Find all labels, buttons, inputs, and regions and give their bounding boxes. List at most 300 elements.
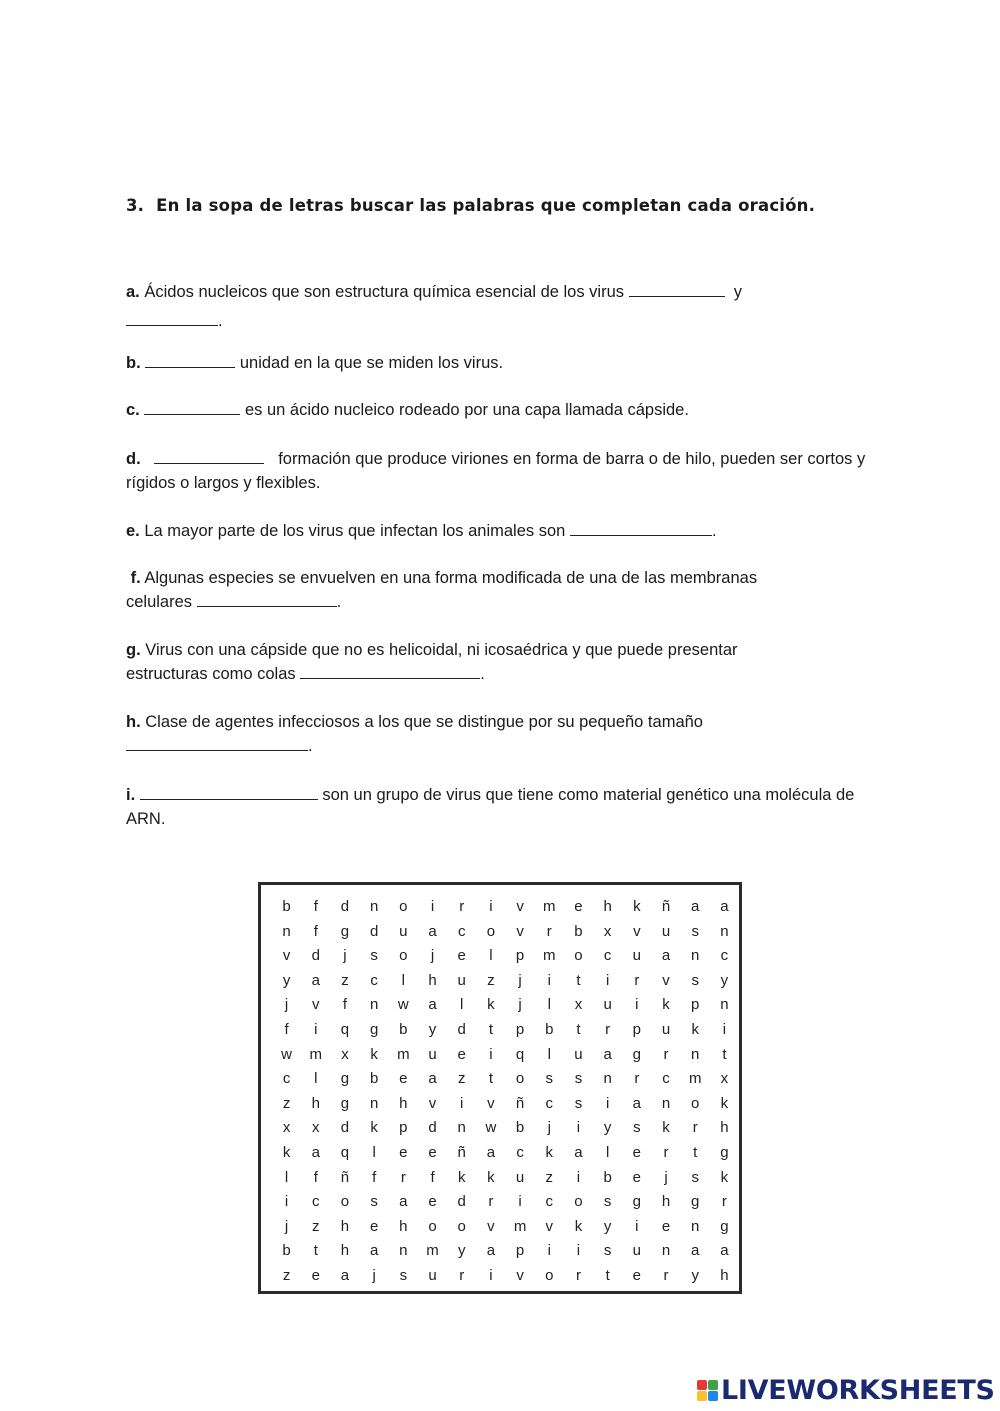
exercise-title [126, 196, 815, 215]
letter-cell[interactable]: s [691, 1168, 699, 1186]
letter-cell[interactable]: v [428, 1094, 437, 1112]
letter-cell[interactable]: i [430, 898, 435, 915]
letter-cell[interactable]: e [399, 1070, 408, 1088]
letter-cell[interactable]: z [282, 1094, 291, 1112]
letter-cell[interactable]: c [603, 947, 612, 965]
letter-cell[interactable]: r [400, 1168, 406, 1186]
answer-blank[interactable] [629, 281, 725, 297]
question-f [126, 566, 866, 614]
letter-cell[interactable]: r [663, 1266, 669, 1284]
letter-cell[interactable]: t [605, 1266, 610, 1284]
letter-cell[interactable]: i [460, 1094, 464, 1112]
letter-cell[interactable]: n [369, 898, 379, 915]
letter-cell[interactable]: i [576, 1168, 581, 1186]
letter-cell[interactable]: t [488, 1020, 493, 1038]
letter-cell[interactable]: n [457, 1119, 466, 1137]
letter-cell[interactable]: a [428, 1070, 437, 1088]
letter-cell[interactable]: g [340, 1094, 350, 1112]
letter-cell[interactable]: t [313, 1242, 318, 1260]
letter-cell[interactable]: a [486, 1143, 496, 1161]
letter-cell[interactable]: a [691, 898, 700, 915]
letter-cell[interactable]: a [574, 1143, 583, 1161]
brand-name: LIVEWORKSHEETS [721, 1375, 995, 1406]
letter-cell[interactable]: k [574, 1217, 583, 1235]
letter-cell[interactable]: w [397, 996, 409, 1014]
letter-cell[interactable]: a [428, 922, 437, 940]
liveworksheets-brand [697, 1375, 995, 1406]
letter-cell[interactable]: h [340, 1242, 350, 1260]
letter-cell[interactable]: r [459, 1266, 465, 1284]
letter-cell[interactable]: v [312, 996, 320, 1014]
letter-cell[interactable]: b [603, 1168, 612, 1186]
question-text: estructuras como colas [126, 665, 296, 683]
letter-cell[interactable]: a [369, 1242, 379, 1260]
letter-cell[interactable]: z [487, 971, 495, 989]
letter-cell[interactable]: b [574, 922, 583, 940]
letter-cell[interactable]: d [340, 1119, 350, 1137]
letter-cell[interactable]: u [661, 922, 671, 940]
letter-cell[interactable]: c [516, 1143, 524, 1161]
letter-cell[interactable]: h [399, 1217, 408, 1235]
answer-blank[interactable] [145, 352, 235, 368]
letter-cell[interactable]: i [547, 971, 551, 989]
letter-cell[interactable]: v [516, 898, 524, 915]
letter-cell[interactable]: u [399, 922, 408, 940]
letter-cell[interactable]: l [372, 1143, 376, 1161]
letter-cell[interactable]: d [428, 1119, 437, 1137]
letter-cell[interactable]: q [515, 1045, 525, 1063]
answer-blank[interactable] [300, 663, 480, 679]
letter-cell[interactable]: s [399, 1266, 408, 1284]
letter-cell[interactable]: v [545, 1217, 554, 1235]
letter-cell[interactable]: k [370, 1119, 378, 1137]
letter-cell[interactable]: c [282, 1070, 291, 1088]
letter-cell[interactable]: h [311, 1094, 320, 1112]
letter-cell[interactable]: r [459, 898, 465, 915]
letter-cell[interactable]: g [691, 1193, 700, 1211]
letter-cell[interactable]: n [399, 1242, 408, 1260]
letter-cell[interactable]: o [486, 922, 496, 940]
letter-cell[interactable]: i [722, 1020, 727, 1038]
liveworksheets-logo-icon [697, 1380, 718, 1401]
letter-cell[interactable]: u [515, 1168, 525, 1186]
letter-cell[interactable]: i [547, 1242, 551, 1260]
letter-cell[interactable]: e [632, 1143, 642, 1161]
letter-cell[interactable]: s [370, 1193, 378, 1211]
letter-cell[interactable]: u [428, 1045, 437, 1063]
letter-cell[interactable]: s [574, 1070, 583, 1088]
letter-cell[interactable]: u [428, 1266, 437, 1284]
letter-cell[interactable]: a [661, 947, 671, 965]
letter-cell[interactable]: j [430, 947, 435, 965]
letter-cell[interactable]: k [720, 1094, 729, 1112]
letter-cell[interactable]: i [284, 1193, 289, 1211]
letter-cell[interactable]: j [284, 996, 289, 1014]
letter-cell[interactable]: g [720, 1217, 729, 1235]
letter-cell[interactable]: n [691, 1217, 700, 1235]
letter-cell[interactable]: k [487, 996, 495, 1014]
answer-blank[interactable] [140, 784, 318, 800]
letter-cell[interactable]: u [603, 996, 612, 1014]
question-text: Ácidos nucleicos que son estructura química esencial de los virus [144, 283, 625, 301]
letter-cell[interactable]: i [518, 1193, 522, 1211]
letter-cell[interactable]: f [430, 1168, 435, 1186]
letter-cell[interactable]: u [661, 1020, 671, 1038]
letter-cell[interactable]: u [632, 947, 642, 965]
letter-cell[interactable]: h [399, 1094, 408, 1112]
letter-cell[interactable]: v [516, 1266, 524, 1284]
letter-cell[interactable]: o [340, 1193, 350, 1211]
letter-cell[interactable]: j [343, 947, 347, 965]
letter-cell[interactable]: m [513, 1217, 527, 1235]
letter-cell[interactable]: r [575, 1266, 581, 1284]
letter-cell[interactable]: v [487, 1094, 495, 1112]
answer-blank[interactable] [144, 399, 240, 415]
question-text: Clase de agentes infecciosos a los que se distingue por su pequeño tamaño [145, 713, 703, 731]
question-label: f. [130, 569, 141, 587]
letter-cell[interactable]: d [457, 1193, 466, 1211]
question-text: celulares [126, 593, 193, 611]
letter-cell[interactable]: n [661, 1094, 671, 1112]
letter-cell[interactable]: n [282, 922, 291, 940]
letter-cell[interactable]: c [720, 947, 729, 965]
letter-cell[interactable]: o [691, 1094, 700, 1112]
question-text: Algunas especies se envuelven en una forma modificada de una de las membranas [144, 569, 758, 587]
letter-cell[interactable]: u [574, 1045, 583, 1063]
letter-cell[interactable]: o [399, 898, 408, 915]
letter-cell[interactable]: i [605, 971, 610, 989]
letter-cell[interactable]: x [603, 922, 612, 940]
letter-cell[interactable]: h [720, 1119, 729, 1137]
letter-cell[interactable]: t [576, 1020, 581, 1038]
question-text: y [733, 283, 743, 301]
letter-cell[interactable]: p [515, 1242, 525, 1260]
letter-cell[interactable]: b [282, 898, 291, 915]
letter-cell[interactable]: k [282, 1143, 291, 1161]
letter-cell[interactable]: i [489, 898, 493, 915]
letter-cell[interactable]: k [545, 1143, 554, 1161]
letter-cell[interactable]: p [399, 1119, 408, 1137]
letter-cell[interactable]: e [457, 1045, 466, 1063]
question-i [126, 783, 866, 831]
letter-cell[interactable]: i [605, 1094, 610, 1112]
letter-cell[interactable]: p [632, 1020, 642, 1038]
logo-square [697, 1391, 707, 1401]
letter-cell[interactable]: d [457, 1020, 466, 1038]
letter-cell[interactable]: o [428, 1217, 437, 1235]
letter-cell[interactable]: l [547, 1045, 551, 1063]
letter-cell[interactable]: ñ [661, 898, 671, 915]
letter-cell[interactable]: r [634, 971, 640, 989]
answer-blank[interactable] [197, 591, 337, 607]
letter-cell[interactable]: b [515, 1119, 525, 1137]
letter-cell[interactable]: o [574, 1193, 583, 1211]
letter-cell[interactable]: q [340, 1143, 350, 1161]
letter-cell[interactable]: g [340, 1070, 350, 1088]
letter-cell[interactable]: o [574, 947, 583, 965]
logo-square [708, 1380, 718, 1390]
letter-cell[interactable]: a [311, 971, 320, 989]
letter-cell[interactable]: t [488, 1070, 493, 1088]
letter-cell[interactable]: s [545, 1070, 554, 1088]
letter-cell[interactable]: k [662, 996, 670, 1014]
letter-cell[interactable]: r [663, 1045, 669, 1063]
question-label: d. [126, 450, 141, 468]
letter-cell[interactable]: h [661, 1193, 671, 1211]
question-e [126, 519, 866, 543]
letter-cell[interactable]: g [632, 1045, 642, 1063]
question-text: es un ácido nucleico rodeado por una capa llamada cápside. [244, 401, 689, 419]
letter-cell[interactable]: j [518, 996, 522, 1014]
exercise-number: 3. [126, 196, 145, 215]
letter-cell[interactable]: u [457, 971, 466, 989]
letter-cell[interactable]: x [574, 996, 583, 1014]
letter-cell[interactable]: y [691, 1266, 699, 1284]
letter-cell[interactable]: o [457, 1217, 466, 1235]
letter-cell[interactable]: m [543, 898, 556, 915]
letter-cell[interactable]: f [313, 898, 318, 915]
letter-cell[interactable]: k [487, 1168, 495, 1186]
letter-cell[interactable]: ñ [340, 1168, 350, 1186]
answer-blank[interactable] [154, 448, 264, 464]
letter-cell[interactable]: t [722, 1045, 727, 1063]
letter-cell[interactable]: g [369, 1020, 379, 1038]
letter-cell[interactable]: v [633, 922, 641, 940]
answer-blank[interactable] [126, 310, 218, 326]
letter-cell[interactable]: f [372, 1168, 377, 1186]
letter-cell[interactable]: s [691, 971, 699, 989]
letter-cell[interactable]: i [489, 1266, 493, 1284]
letter-cell[interactable]: y [282, 971, 291, 989]
letter-cell[interactable]: x [282, 1119, 291, 1137]
letter-cell[interactable]: y [720, 971, 729, 989]
letter-cell[interactable]: o [399, 947, 408, 965]
letter-cell[interactable]: y [603, 1119, 612, 1137]
letter-cell[interactable]: b [545, 1020, 554, 1038]
letter-cell[interactable]: l [284, 1168, 289, 1186]
letter-cell[interactable]: g [720, 1143, 729, 1161]
letter-cell[interactable]: e [661, 1217, 671, 1235]
letter-cell[interactable]: e [428, 1193, 437, 1211]
letter-cell[interactable]: n [369, 996, 379, 1014]
letter-cell[interactable]: r [605, 1020, 611, 1038]
letter-cell[interactable]: z [312, 1217, 320, 1235]
letter-cell[interactable]: i [635, 1217, 639, 1235]
letter-cell[interactable]: m [688, 1070, 702, 1088]
letter-cell[interactable]: e [311, 1266, 320, 1284]
answer-blank[interactable] [126, 735, 308, 751]
letter-cell[interactable]: l [460, 996, 464, 1014]
question-end: . [480, 665, 485, 683]
letter-cell[interactable]: w [485, 1119, 497, 1137]
letter-cell[interactable]: n [691, 947, 700, 965]
letter-cell[interactable]: j [518, 971, 522, 989]
letter-cell[interactable]: k [720, 1168, 729, 1186]
letter-cell[interactable]: n [720, 996, 729, 1014]
letter-cell[interactable]: m [309, 1045, 323, 1063]
letter-cell[interactable]: l [605, 1143, 610, 1161]
letter-cell[interactable]: i [635, 996, 639, 1014]
letter-cell[interactable]: a [603, 1045, 612, 1063]
letter-cell[interactable]: l [489, 947, 493, 965]
letter-cell[interactable]: u [632, 1242, 642, 1260]
letter-cell[interactable]: x [312, 1119, 320, 1137]
letter-cell[interactable]: x [341, 1045, 349, 1063]
letter-cell[interactable]: d [340, 898, 350, 915]
letter-cell[interactable]: g [340, 922, 350, 940]
letter-cell[interactable]: k [457, 1168, 466, 1186]
letter-cell[interactable]: n [661, 1242, 671, 1260]
letter-cell[interactable]: a [340, 1266, 350, 1284]
letter-cell[interactable]: z [545, 1168, 554, 1186]
letter-cell[interactable]: m [543, 947, 556, 965]
letter-cell[interactable]: n [720, 922, 729, 940]
letter-cell[interactable]: v [516, 922, 524, 940]
letter-cell[interactable]: e [574, 898, 583, 915]
letter-cell[interactable]: r [488, 1193, 494, 1211]
letter-cell[interactable]: i [489, 1045, 493, 1063]
letter-cell[interactable]: d [311, 947, 320, 965]
letter-cell[interactable]: y [457, 1242, 466, 1260]
letter-cell[interactable]: n [369, 1094, 379, 1112]
letter-cell[interactable]: j [664, 1168, 668, 1186]
letter-cell[interactable]: r [721, 1193, 727, 1211]
letter-cell[interactable]: s [603, 1193, 612, 1211]
question-text: formación que produce viriones en forma de barra o de hilo, pueden ser cortos y rígidos o largos y flexibles. [126, 450, 866, 492]
letter-cell[interactable]: f [313, 922, 318, 940]
letter-cell[interactable]: n [603, 1070, 612, 1088]
letter-cell[interactable]: s [370, 947, 378, 965]
letter-cell[interactable]: c [545, 1193, 554, 1211]
letter-cell[interactable]: k [691, 1020, 699, 1038]
letter-cell[interactable]: c [457, 922, 466, 940]
letter-cell[interactable]: m [397, 1045, 410, 1063]
letter-cell[interactable]: a [428, 996, 437, 1014]
letter-cell[interactable]: h [720, 1266, 729, 1284]
question-text: La mayor parte de los virus que infectan los animales son [144, 522, 566, 540]
letter-cell[interactable]: a [311, 1143, 320, 1161]
letter-cell[interactable]: s [603, 1242, 612, 1260]
letter-cell[interactable]: i [576, 1242, 581, 1260]
letter-cell[interactable]: b [399, 1020, 408, 1038]
letter-cell[interactable]: e [428, 1143, 437, 1161]
letter-cell[interactable]: a [691, 1242, 700, 1260]
question-label: g. [126, 641, 141, 659]
letter-cell[interactable]: i [314, 1020, 318, 1038]
letter-cell[interactable]: ñ [515, 1094, 525, 1112]
letter-cell[interactable]: n [691, 1045, 700, 1063]
letter-cell[interactable]: p [515, 1020, 525, 1038]
letter-cell[interactable]: q [340, 1020, 350, 1038]
letter-cell[interactable]: h [428, 971, 437, 989]
letter-cell[interactable]: p [691, 996, 700, 1014]
letter-cell[interactable]: e [369, 1217, 379, 1235]
question-end: . [711, 522, 717, 540]
letter-cell[interactable]: z [282, 1266, 291, 1284]
letter-cell[interactable]: l [401, 971, 406, 989]
question-a [126, 280, 866, 333]
logo-square [708, 1391, 718, 1401]
letter-cell[interactable]: c [545, 1094, 554, 1112]
question-end: . [336, 593, 342, 611]
question-label: b. [126, 354, 141, 372]
letter-cell[interactable]: b [282, 1242, 291, 1260]
letter-cell[interactable]: j [284, 1217, 289, 1235]
letter-cell[interactable]: k [370, 1045, 378, 1063]
letter-cell[interactable]: t [576, 971, 581, 989]
letter-cell[interactable]: e [632, 1266, 642, 1284]
letter-cell[interactable]: g [632, 1193, 642, 1211]
letter-cell[interactable]: s [633, 1119, 641, 1137]
letter-cell[interactable]: h [340, 1217, 350, 1235]
question-h [126, 710, 866, 758]
letter-cell[interactable]: c [312, 1193, 320, 1211]
letter-cell[interactable]: v [662, 971, 670, 989]
question-text: son un grupo de virus que tiene como material genético una molécula de ARN. [126, 786, 855, 828]
letter-cell[interactable]: f [313, 1168, 318, 1186]
letter-cell[interactable]: k [662, 1119, 670, 1137]
letter-cell[interactable]: a [720, 1242, 729, 1260]
letter-cell[interactable]: y [603, 1217, 612, 1235]
letter-cell[interactable]: t [693, 1143, 698, 1161]
letter-cell[interactable]: s [574, 1094, 583, 1112]
letter-cell[interactable]: l [314, 1070, 318, 1088]
letter-cell[interactable]: w [281, 1045, 293, 1063]
letter-cell[interactable]: x [720, 1070, 729, 1088]
letter-cell[interactable]: v [487, 1217, 495, 1235]
letter-cell[interactable]: r [663, 1143, 669, 1161]
letter-cell[interactable]: f [284, 1020, 289, 1038]
letter-cell[interactable]: m [426, 1242, 439, 1260]
letter-cell[interactable]: c [662, 1070, 670, 1088]
letter-cell[interactable]: e [632, 1168, 642, 1186]
letter-cell[interactable]: y [428, 1020, 437, 1038]
question-end: . [308, 737, 313, 755]
letter-cell[interactable]: i [576, 1119, 581, 1137]
question-label: h. [126, 713, 141, 731]
letter-cell[interactable]: ñ [457, 1143, 466, 1161]
letter-cell[interactable]: r [546, 922, 552, 940]
letter-cell[interactable]: p [515, 947, 525, 965]
question-b [126, 351, 866, 375]
letter-cell[interactable]: c [370, 971, 378, 989]
letter-cell[interactable]: f [342, 996, 348, 1014]
letter-cell[interactable]: j [547, 1119, 551, 1137]
letter-cell[interactable]: z [341, 971, 349, 989]
letter-cell[interactable]: a [486, 1242, 496, 1260]
letter-cell[interactable]: a [632, 1094, 642, 1112]
letter-cell[interactable]: e [457, 947, 466, 965]
letter-cell[interactable]: o [515, 1070, 525, 1088]
question-text: Virus con una cápside que no es helicoidal, ni icosaédrica y que puede presentar [145, 641, 738, 659]
letter-cell[interactable]: h [603, 898, 612, 915]
letter-cell[interactable]: d [369, 922, 379, 940]
letter-cell[interactable]: v [282, 947, 291, 965]
letter-cell[interactable]: r [692, 1119, 698, 1137]
letter-cell[interactable]: b [369, 1070, 379, 1088]
letter-cell[interactable]: s [691, 922, 699, 940]
answer-blank[interactable] [570, 520, 712, 536]
letter-cell[interactable]: a [720, 898, 729, 915]
letter-cell[interactable]: r [634, 1070, 640, 1088]
letter-cell[interactable]: l [547, 996, 551, 1014]
letter-cell[interactable]: z [457, 1070, 466, 1088]
letter-cell[interactable]: o [545, 1266, 554, 1284]
letter-cell[interactable]: e [399, 1143, 408, 1161]
letter-cell[interactable]: k [633, 898, 641, 915]
letter-cell[interactable]: j [372, 1266, 376, 1284]
letter-cell[interactable]: a [399, 1193, 408, 1211]
